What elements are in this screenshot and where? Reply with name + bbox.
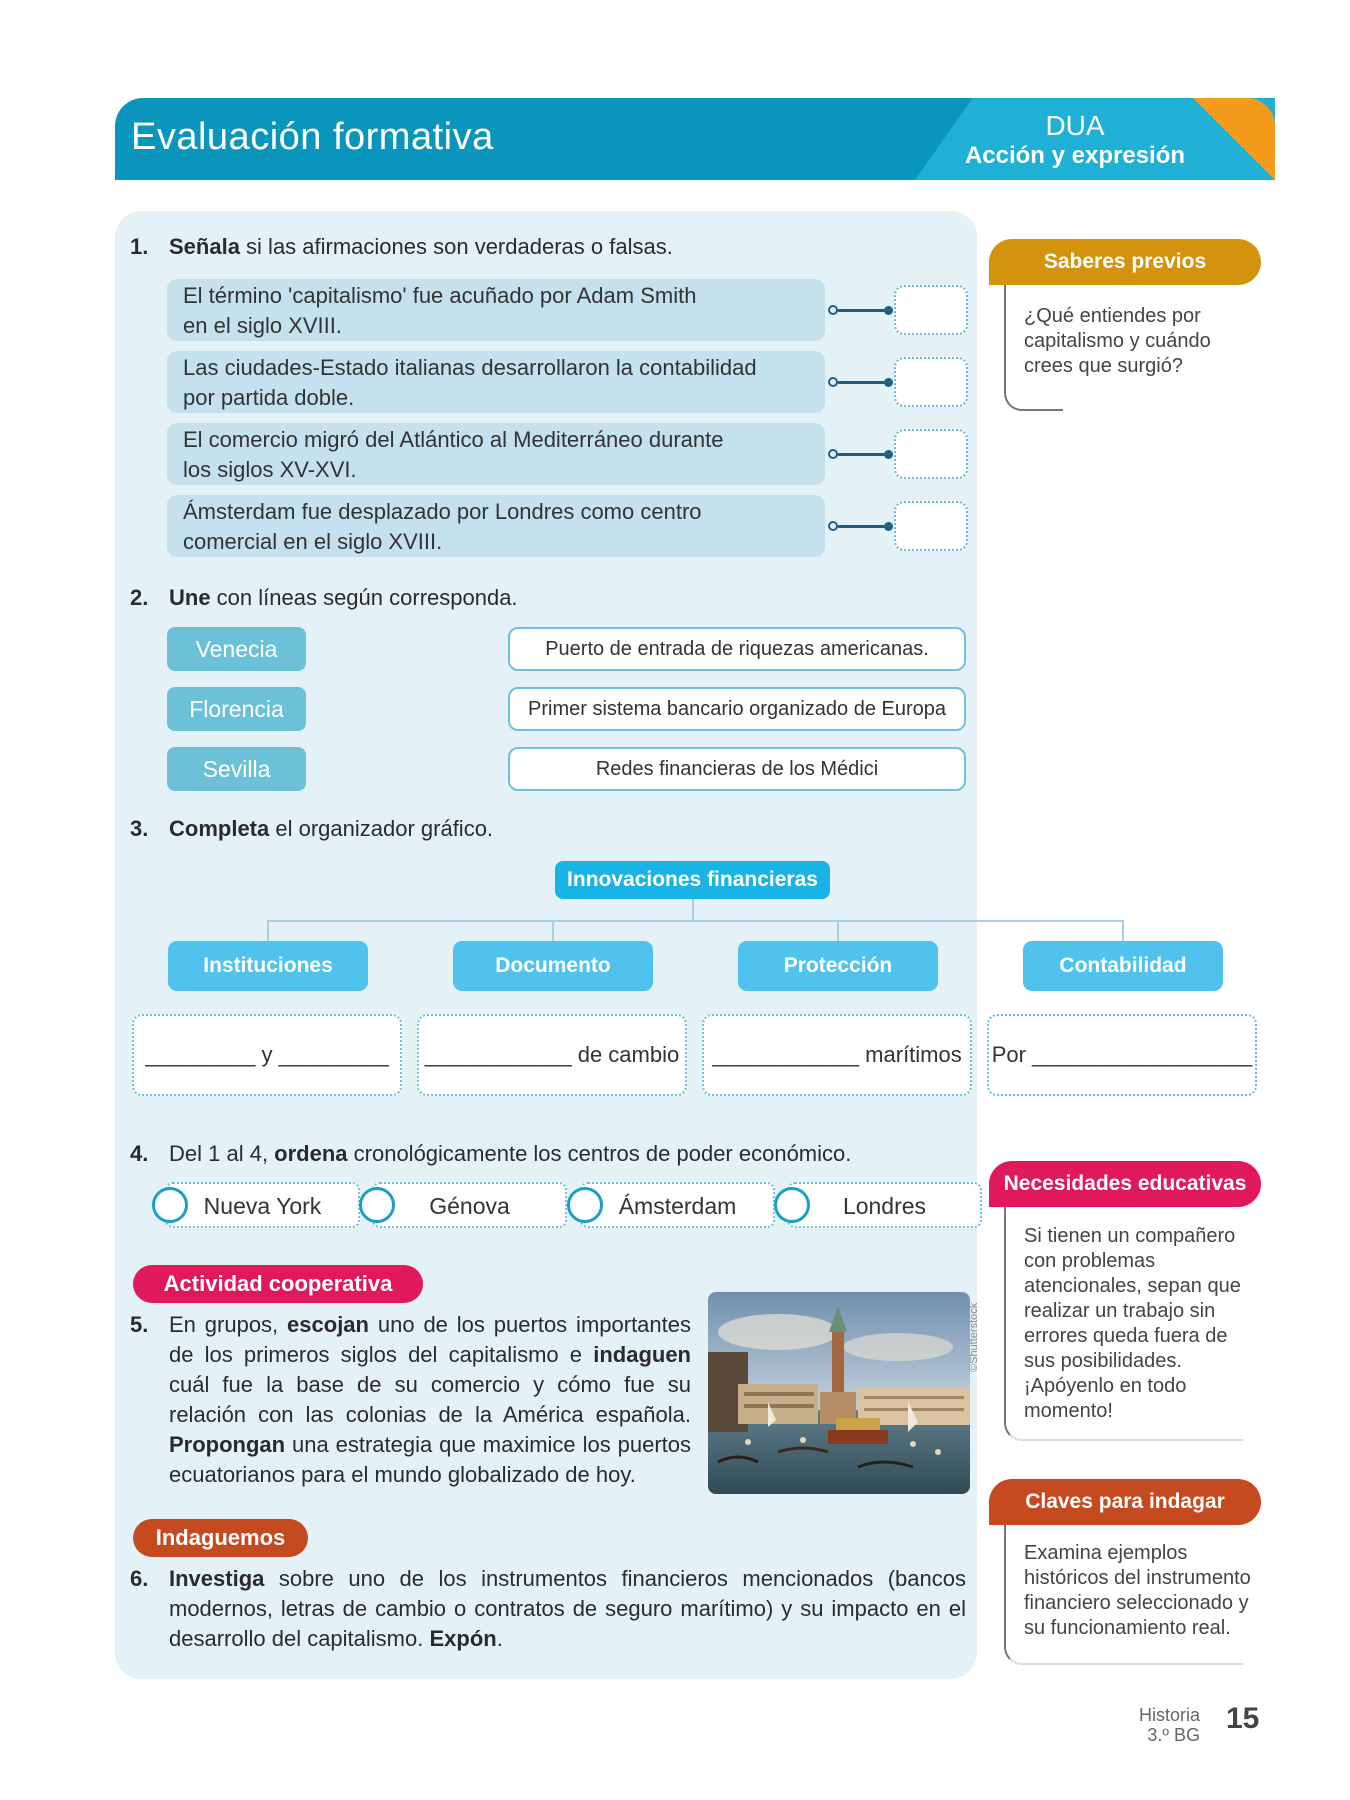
connector-line [838,381,890,384]
question-number: 2. [130,585,149,610]
page-title: Evaluación formativa [131,116,494,158]
footer-subject: Historia 3.º BG [1138,1705,1200,1745]
order-number-circle[interactable] [359,1187,395,1223]
question-number: 1. [130,234,149,259]
definition-1[interactable]: Puerto de entrada de riquezas americanas. [508,627,966,671]
image-credit: ©Shutterstock [968,1302,980,1372]
order-number-circle[interactable] [567,1187,603,1223]
city-florencia[interactable]: Florencia [167,687,306,731]
question-1-prompt: Señala si las afirmaciones son verdaderas o falsas. [169,234,673,259]
statement-1: El término 'capitalismo' fue acuñado por Adam Smith en el siglo XVIII. [167,279,825,341]
activity-tag-indaguemos: Indaguemos [133,1519,308,1557]
organizer-connector [267,920,269,941]
question-6-text: Investiga sobre uno de los instrumentos financieros mencionados (bancos modernos, letras de cambio o contratos de seguro marítimo) y su impacto en el desarrollo del capitalismo. Expón. [169,1566,966,1651]
statement-2: Las ciudades-Estado italianas desarrollaron la contabilidad por partida doble. [167,351,825,413]
connector-end [884,522,893,531]
question-number: 3. [130,816,149,841]
dua-subtitle: Acción y expresión [964,142,1186,169]
question-number: 6. [130,1566,149,1591]
organizer-connector [267,920,1124,922]
organizer-root: Innovaciones financieras [555,861,830,899]
organizer-connector [692,899,694,921]
side-text-claves-para-indagar: Examina ejemplos históricos del instrumento financiero seleccionado y su funcionamiento real. [1024,1542,1251,1639]
order-item-londres: Londres [787,1182,982,1228]
connector-line [838,309,890,312]
connector-start [828,449,838,459]
side-tab-claves-para-indagar: Claves para indagar [989,1479,1261,1525]
true-false-box-3[interactable] [894,429,968,479]
definition-3[interactable]: Redes financieras de los Médici [508,747,966,791]
statement-3: El comercio migró del Atlántico al Mediterráneo durante los siglos XV-XVI. [167,423,825,485]
city-venecia[interactable]: Venecia [167,627,306,671]
connector-start [828,305,838,315]
question-number: 4. [130,1141,149,1166]
header-banner [115,98,1275,180]
question-4-prompt: Del 1 al 4, ordena cronológicamente los centros de poder económico. [169,1141,852,1166]
question-3-prompt: Completa el organizador gráfico. [169,816,494,841]
question-number: 5. [130,1312,149,1337]
connector-start [828,521,838,531]
order-item-nueva-york: Nueva York [165,1182,360,1228]
order-number-circle[interactable] [152,1187,188,1223]
true-false-box-1[interactable] [894,285,968,335]
activity-tag-cooperativa: Actividad cooperativa [133,1265,423,1303]
venice-painting-image [708,1292,970,1494]
connector-start [828,377,838,387]
connector-line [838,453,890,456]
organizer-blank-2[interactable]: ____________ de cambio [417,1014,687,1096]
venice-painting-svg [708,1292,970,1494]
true-false-box-2[interactable] [894,357,968,407]
organizer-connector [552,920,554,941]
order-number-circle[interactable] [774,1187,810,1223]
dua-label: DUA [1045,110,1105,141]
statement-4: Ámsterdam fue desplazado por Londres como centro comercial en el siglo XVIII. [167,495,825,557]
side-text-necesidades-educativas: Si tienen un compañero con problemas atencionales, sepan que realizar un trabajo sin errores queda fuera de sus posibilidades. ¡Apóyenlo en todo momento! [1024,1225,1241,1422]
question-2-prompt: Une con líneas según corresponda. [169,585,518,610]
connector-end [884,378,893,387]
organizer-node-instituciones: Instituciones [168,941,368,991]
connector-end [884,306,893,315]
organizer-connector [1122,920,1124,941]
page-number: 15 [1226,1702,1260,1735]
order-item-amsterdam: Ámsterdam [580,1182,775,1228]
side-tab-saberes-previos: Saberes previos [989,239,1261,285]
organizer-node-contabilidad: Contabilidad [1023,941,1223,991]
organizer-blank-3[interactable]: ____________ marítimos [702,1014,972,1096]
true-false-box-4[interactable] [894,501,968,551]
question-5-text: En grupos, escojan uno de los puertos importantes de los primeros siglos del capitalismo e indaguen cuál fue la base de su comercio y cómo fue su relación con las colonias de la América española. Propongan una estrategia que maximice los puertos ecuatorianos para el mundo globalizado de hoy. [169,1312,691,1487]
connector-line [838,525,890,528]
definition-2[interactable]: Primer sistema bancario organizado de Europa [508,687,966,731]
organizer-blank-1[interactable]: _________ y _________ [132,1014,402,1096]
side-text-saberes-previos: ¿Qué entiendes por capitalismo y cuándo crees que surgió? [1024,305,1211,377]
organizer-node-proteccion: Protección [738,941,938,991]
organizer-blank-4[interactable]: Por __________________ [987,1014,1257,1096]
organizer-connector [837,920,839,941]
city-sevilla[interactable]: Sevilla [167,747,306,791]
side-tab-necesidades-educativas: Necesidades educativas [989,1161,1261,1207]
organizer-node-documento: Documento [453,941,653,991]
connector-end [884,450,893,459]
order-item-genova: Génova [372,1182,567,1228]
